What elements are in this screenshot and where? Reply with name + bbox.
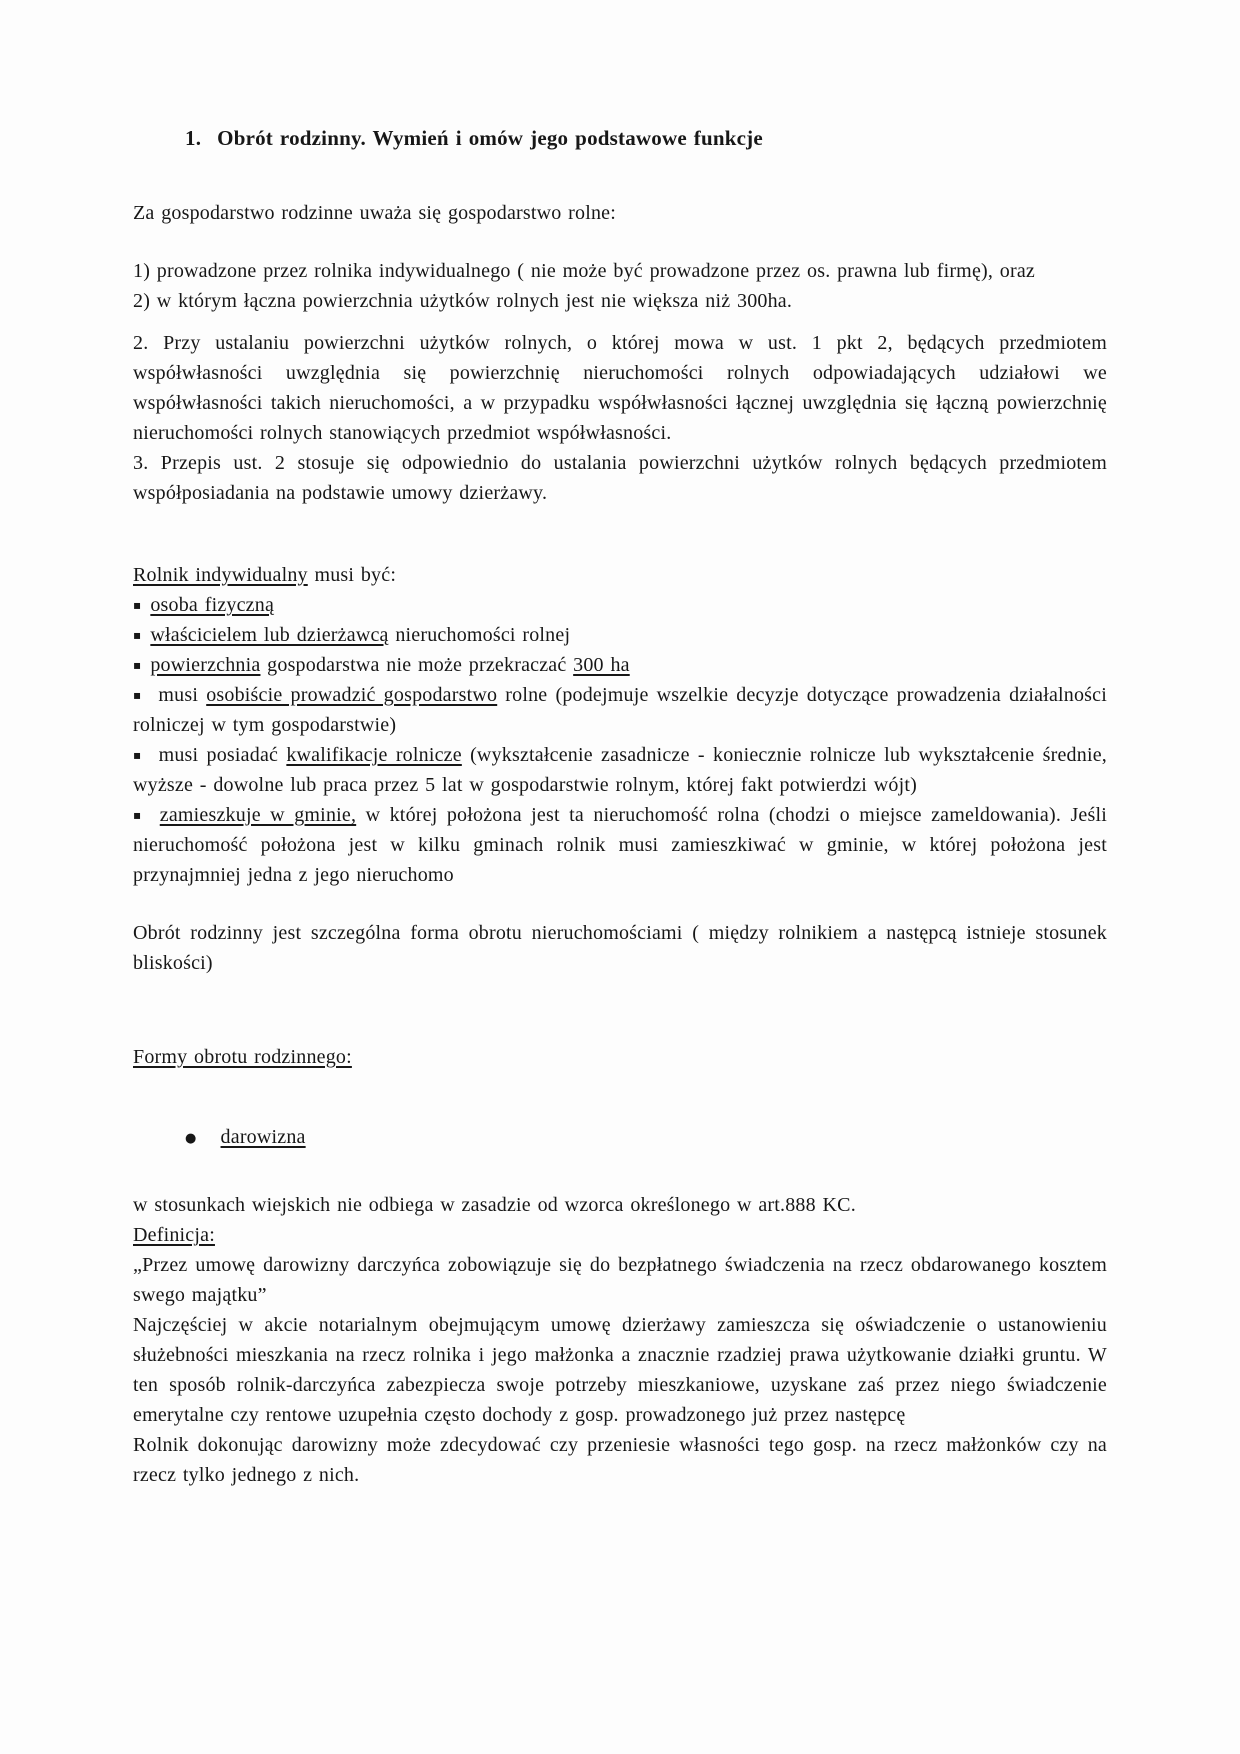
- stosunki-wiejskie-paragraph: [133, 1190, 1107, 1220]
- bullet-osoba-fizyczna: [133, 590, 1107, 620]
- text-segment: Najczęściej w akcie notarialnym obejmującym umowę dzierżawy zamieszcza się oświadczenie o ustanowieniu służebności mieszkania na rzecz rolnika i jego małżonka a znacznie rzadziej prawa użytkowanie działki gruntu. W ten sposób rolnik-darczyńca zabezpiecza swoje potrzeby mieszkaniowe, uzyskane zaś przez niego świadczenie emerytalne czy rentowe uzupełnia często dochody z gosp. prowadzonego już przez następcę: [133, 1314, 1107, 1426]
- obrot-rodzinny-paragraph: [133, 918, 1107, 978]
- najczesciej-paragraph: [133, 1310, 1107, 1430]
- text-segment: 3. Przepis ust. 2 stosuje się odpowiednio do ustalania powierzchni użytków rolnych będących przedmiotem współposiadania na podstawie umowy dzierżawy.: [133, 452, 1107, 504]
- text-segment: w której położona jest ta nieruchomość rolna (chodzi o miejsce zameldowania). Jeśli nieruchomość położona jest w kilku gminach rolnik musi zamieszkiwać w gminie, w której położona jest przynajmniej jedna z jego nieruchomo: [133, 804, 1107, 886]
- underlined-text: osobiście prowadzić gospodarstwo: [206, 684, 498, 706]
- formy-obrotu-header: [133, 1042, 1107, 1072]
- underlined-text: powierzchnia: [150, 654, 261, 676]
- square-bullet-icon: ▪: [133, 748, 142, 762]
- square-bullet-icon: ▪: [133, 598, 142, 612]
- underlined-text: Formy obrotu rodzinnego:: [133, 1046, 352, 1068]
- text-segment: Obrót rodzinny jest szczególna forma obrotu nieruchomościami ( między rolnikiem a następcą istnieje stosunek bliskości): [133, 922, 1107, 974]
- text-segment: gospodarstwa nie może przekraczać: [260, 654, 574, 676]
- text-segment: (wykształcenie zasadnicze - koniecznie rolnicze lub wykształcenie średnie, wyższe - dowolne lub praca przez 5 lat w gospodarstwie rolnym, której fakt potwierdzi wójt): [133, 744, 1107, 796]
- ust-2-paragraph: [133, 328, 1107, 448]
- text-segment: [150, 804, 159, 826]
- document-body: [133, 198, 1107, 1490]
- heading-number: 1.: [185, 126, 202, 150]
- bullet-powierzchnia: [133, 650, 1107, 680]
- rolnik-dokonujac-paragraph: [133, 1430, 1107, 1490]
- condition-1-paragraph: [133, 256, 1107, 286]
- definicja-quote-paragraph: [133, 1250, 1107, 1310]
- text-segment: musi być:: [307, 564, 397, 586]
- text-segment: 2. Przy ustalaniu powierzchni użytków rolnych, o której mowa w ust. 1 pkt 2, będących przedmiotem współwłasności uwzględnia się powierzchnię nieruchomości rolnych odpowiadających udziałowi we współwłasności takich nieruchomości, a w przypadku współwłasności łącznej uwzględnia się łączną powierzchnię nieruchomości rolnych stanowiących przedmiot współwłasności.: [133, 332, 1107, 444]
- text-segment: Za gospodarstwo rodzinne uważa się gospodarstwo rolne:: [133, 202, 617, 224]
- bullet-zamieszkuje-w-gminie: [133, 800, 1107, 890]
- intro-paragraph: [133, 198, 1107, 228]
- text-segment: musi: [150, 684, 207, 706]
- underlined-text: zamieszkuje w gminie,: [159, 804, 357, 826]
- text-segment: w stosunkach wiejskich nie odbiega w zasadzie od wzorca określonego w art.888 KC.: [133, 1194, 856, 1216]
- rolnik-indywidualny-header: [133, 560, 1107, 590]
- round-bullet-icon: ●: [185, 1131, 197, 1146]
- square-bullet-icon: ▪: [133, 628, 142, 642]
- condition-2-paragraph: [133, 286, 1107, 316]
- bullet-darowizna: [133, 1122, 1107, 1154]
- text-segment: „Przez umowę darowizny darczyńca zobowiązuje się do bezpłatnego świadczenia na rzecz obdarowanego kosztem swego majątku”: [133, 1254, 1107, 1306]
- underlined-text: Definicja:: [133, 1224, 215, 1246]
- ust-3-paragraph: [133, 448, 1107, 508]
- text-segment: 1) prowadzone przez rolnika indywidualnego ( nie może być prowadzone przez os. prawna lub firmę), oraz: [133, 260, 1035, 282]
- underlined-text: osoba fizyczną: [150, 594, 275, 616]
- definicja-header: [133, 1220, 1107, 1250]
- underlined-text: 300 ha: [573, 654, 630, 676]
- text-segment: nieruchomości rolnej: [388, 624, 571, 646]
- text-segment: Rolnik dokonując darowizny może zdecydować czy przeniesie własności tego gosp. na rzecz małżonków czy na rzecz tylko jednego z nich.: [133, 1434, 1107, 1486]
- underlined-text: Rolnik indywidualny: [133, 564, 308, 586]
- square-bullet-icon: ▪: [133, 688, 142, 702]
- bullet-kwalifikacje-rolnicze: [133, 740, 1107, 800]
- bullet-wlasciciel-dzierzawca: [133, 620, 1107, 650]
- square-bullet-icon: ▪: [133, 808, 142, 822]
- text-segment: rolne (podejmuje wszelkie decyzje dotyczące prowadzenia działalności rolniczej w tym gospodarstwie): [133, 684, 1107, 736]
- text-segment: 2) w którym łączna powierzchnia użytków rolnych jest nie większa niż 300ha.: [133, 290, 793, 312]
- underlined-text: właścicielem lub dzierżawcą: [150, 624, 389, 646]
- text-segment: musi posiadać: [150, 744, 287, 766]
- underlined-text: kwalifikacje rolnicze: [286, 744, 462, 766]
- bullet-osobiscie-prowadzic: [133, 680, 1107, 740]
- heading-text: Obrót rodzinny. Wymień i omów jego podstawowe funkcje: [217, 126, 763, 150]
- square-bullet-icon: ▪: [133, 658, 142, 672]
- underlined-text: darowizna: [220, 1126, 306, 1148]
- page-title: [185, 122, 1107, 154]
